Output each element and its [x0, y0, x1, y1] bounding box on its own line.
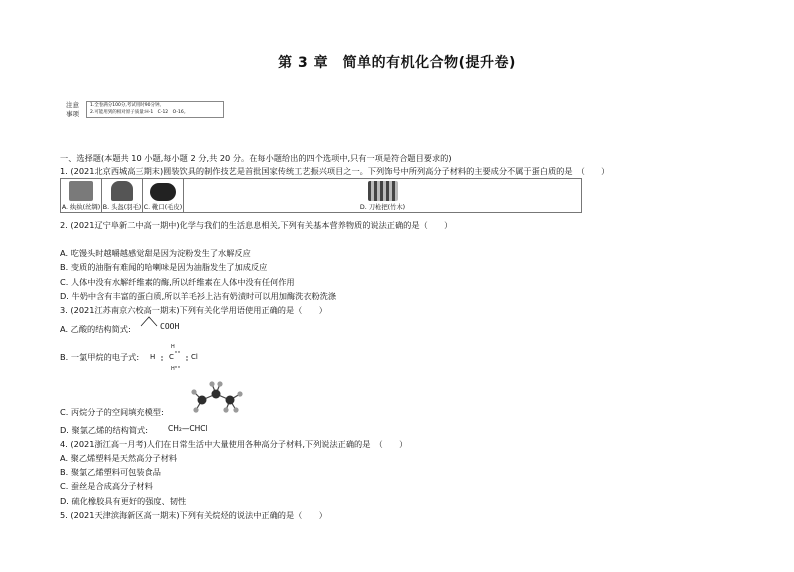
question-1-option-a-caption: A. 纨纨(丝绸): [61, 204, 101, 211]
question-3-option-d: D. 聚氯乙烯的结构简式:: [60, 425, 148, 435]
question-3-option-b: B. 一氯甲烷的电子式:: [60, 352, 140, 362]
page-title: 第 3 章 简单的有机化合物(提升卷): [278, 55, 516, 71]
electron-dots-icon: [158, 348, 194, 370]
question-2-stem: 2. (2021辽宁阜新二中高一期中)化学与我们的生活息息相关,下列有关基本营养物质的说法正确的是（ ）: [60, 220, 453, 230]
question-3-option-a: A. 乙酸的结构简式:: [60, 324, 131, 334]
notes-label: [66, 101, 79, 119]
zigzag-bond-icon: [140, 314, 162, 328]
question-3-option-c: C. 丙烷分子的空间填充模型:: [60, 407, 164, 417]
question-3-option-d-formula: CH₂—CHCl: [168, 424, 208, 433]
silk-image: [69, 181, 93, 201]
question-1-option-b-caption: B. 头盔(羽毛): [102, 204, 142, 211]
notes-line-1: 1.全卷满分100分,考试用时90分钟。: [90, 103, 165, 108]
weapon-handles-image: [368, 181, 398, 201]
electron-formula-h-bottom: H: [171, 366, 175, 372]
question-2-option-c: C. 人体中没有水解纤维素的酶,所以纤维素在人体中没有任何作用: [60, 277, 295, 287]
question-1-option-d-caption: D. 刀枪把(竹木): [359, 204, 406, 211]
notes-box: [86, 101, 224, 118]
question-2-option-d: D. 牛奶中含有丰富的蛋白质,所以羊毛衫上沾有奶渍时可以用加酶洗衣粉洗涤: [60, 291, 337, 301]
notes-label-line-2: 事项: [66, 110, 79, 118]
question-4-option-c: C. 蚕丝是合成高分子材料: [60, 481, 153, 491]
section-heading: 一、选择题(本题共 10 小题,每小题 2 分,共 20 分。在每小题给出的四个选项中,只有一项是符合题目要求的): [60, 153, 452, 163]
electron-formula-c: C: [169, 353, 174, 361]
question-3-option-a-formula: COOH: [160, 322, 180, 331]
electron-formula-cl: Cl: [191, 353, 198, 361]
question-4-option-a: A. 聚乙烯塑料是天然高分子材料: [60, 453, 178, 463]
question-1-option-a: [61, 179, 102, 213]
notes-label-line-1: 注意: [66, 101, 79, 109]
question-1-option-c-caption: C. 靴口(毛皮): [143, 204, 183, 211]
question-1-stem: 1. (2021北京西城高三期末)圆装饮具的制作技艺是首批国家传统工艺振兴项目之一。下列饰号中所列高分子材料的主要成分不属于蛋白质的是 （ ）: [60, 166, 610, 176]
question-3-stem: 3. (2021江苏南京六校高一期末)下列有关化学用语使用正确的是（ ）: [60, 305, 327, 315]
question-5-stem: 5. (2021天津滨海新区高一期末)下列有关烷烃的说法中正确的是（ ）: [60, 510, 327, 520]
question-2-option-a: A. 吃馒头时越嚼越感觉甜是因为淀粉发生了水解反应: [60, 248, 251, 258]
question-1-option-b: [102, 179, 143, 213]
question-4-stem: 4. (2021浙江高一月考)人们在日常生活中大量使用各种高分子材料,下列说法正确的是 （ ）: [60, 439, 408, 449]
question-4-option-b: B. 聚氯乙烯塑料可包装食品: [60, 467, 161, 477]
boot-image: [150, 183, 176, 201]
question-1-option-c: [143, 179, 184, 213]
question-2-option-b: B. 变质的油脂有难闻的哈喇味是因为油脂发生了加成反应: [60, 262, 268, 272]
question-4-option-d: D. 硫化橡胶具有更好的强度、韧性: [60, 496, 187, 506]
propane-model-image: [188, 380, 250, 416]
helmet-image: [111, 181, 133, 201]
notes-line-2: 2.可能用到的相对原子质量:H-1 C-12 O-16。: [90, 109, 189, 115]
question-1-image-table: [60, 178, 582, 213]
question-1-option-d: [184, 179, 582, 213]
electron-formula-h-left: H: [150, 353, 156, 361]
electron-formula-h-top: H: [171, 344, 175, 350]
